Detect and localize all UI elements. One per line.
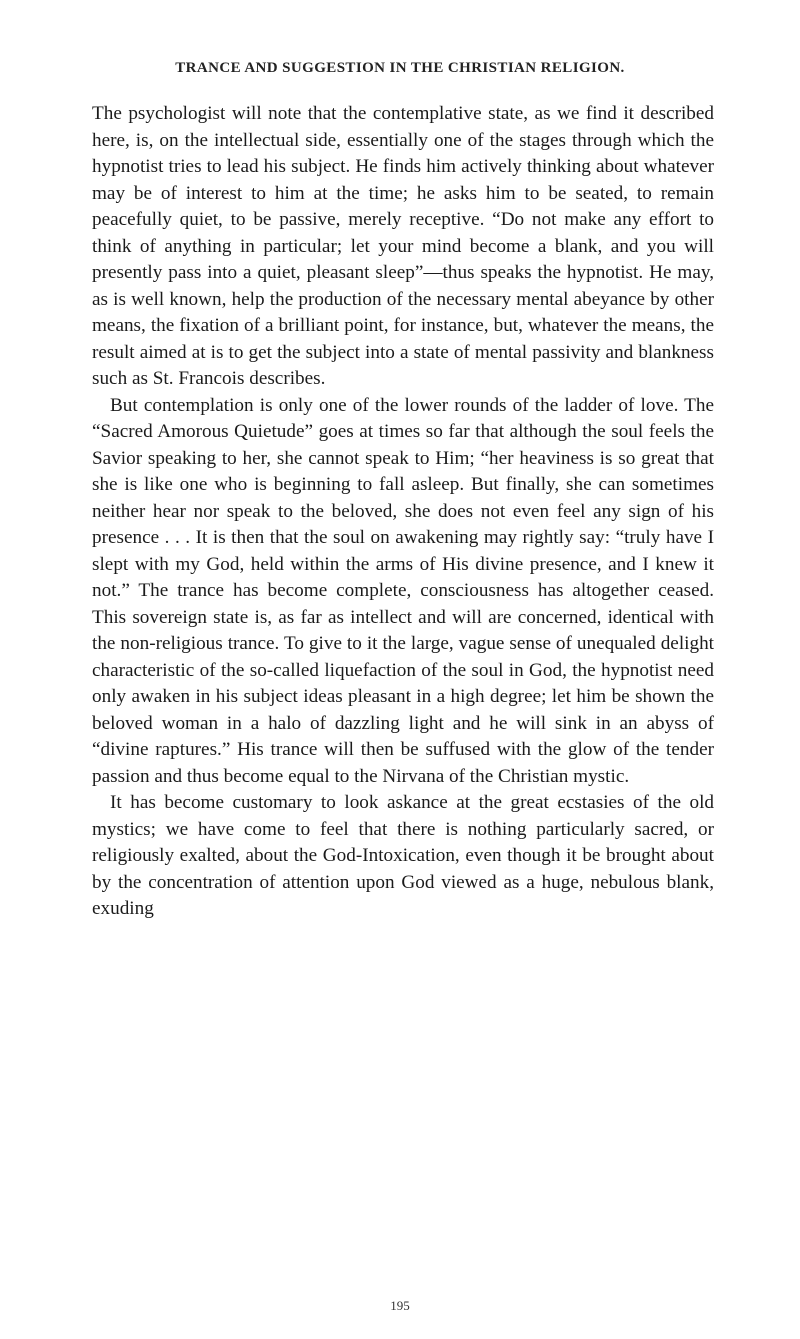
paragraph: But contemplation is only one of the lower rounds of the ladder of love. The “Sacred Amorous Quietude” goes at times so far that although the soul feels the Savior speaking to her, she cannot speak to Him; “her heaviness is so great that she is like one who is beginning to fall asleep. But finally, she can sometimes neither hear nor speak to the beloved, she does not even feel any sign of his presence . . . It is then that the soul on awakening may rightly say: “truly have I slept with my God, held within the arms of His divine presence, and I knew it not.” The trance has become complete, consciousness has altogether ceased. This sovereign state is, as far as intellect and will are concerned, identical with the non-religious trance. To give to it the large, vague sense of unequaled delight characteristic of the so-called liquefaction of the soul in God, the hypnotist need only awaken in his subject ideas pleasant in a high degree; let him be shown the beloved woman in a halo of dazzling light and he will sink in an abyss of “divine raptures.” His trance will then be suffused with the glow of the tender passion and thus become equal to the Nirvana of the Christian mystic. bbox=[92, 394, 714, 787]
body-text bbox=[92, 101, 714, 923]
page-number: 195 bbox=[390, 1298, 410, 1313]
running-head: TRANCE AND SUGGESTION IN THE CHRISTIAN RELIGION. bbox=[175, 60, 625, 76]
paragraph: The psychologist will note that the contemplative state, as we find it described here, is, on the intellectual side, essentially one of the stages through which the hypnotist tries to lead his subject. He finds him actively thinking about whatever may be of interest to him at the time; he asks him to be seated, to remain peacefully quiet, to be passive, merely receptive. “Do not make any effort to think of anything in particular; let your mind become a blank, and you will presently pass into a quiet, pleasant sleep”—thus speaks the hypnotist. He may, as is well known, help the production of the necessary mental abeyance by other means, the fixation of a brilliant point, for instance, but, whatever the means, the result aimed at is to get the subject into a state of mental passivity and blankness such as St. Francois describes. bbox=[92, 103, 714, 389]
paragraph: It has become customary to look askance at the great ecstasies of the old mystics; we have come to feel that there is nothing particularly sacred, or religiously exalted, about the God-Intoxication, even though it be brought about by the concentration of attention upon God viewed as a huge, nebulous blank, exuding bbox=[92, 792, 714, 919]
